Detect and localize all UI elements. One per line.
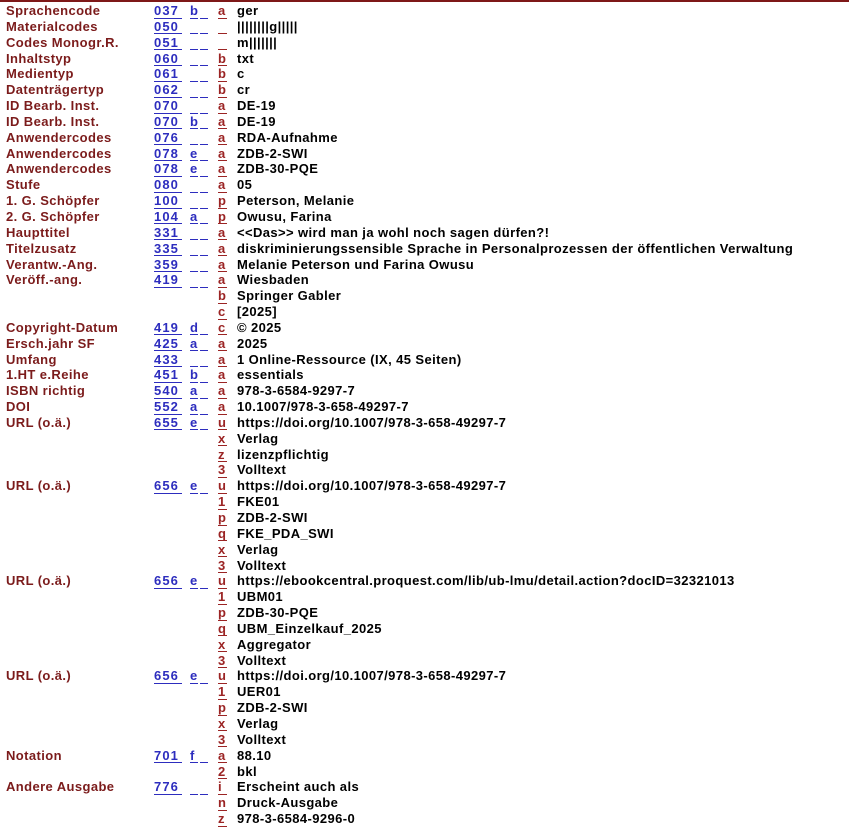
subfield-code-link[interactable]: q xyxy=(218,525,227,541)
field-tag-link[interactable]: 419 xyxy=(154,273,182,288)
record-row xyxy=(0,795,849,811)
subfield-value: https://doi.org/10.1007/978-3-658-49297-7 xyxy=(237,414,507,430)
subfield-code-link[interactable]: b xyxy=(218,50,227,66)
field-label: Anwendercodes xyxy=(6,145,112,161)
subfield-value: FKE01 xyxy=(237,494,280,510)
field-label: Titelzusatz xyxy=(6,240,77,256)
indicator1-link[interactable] xyxy=(190,99,198,114)
subfield-value: Verlag xyxy=(237,430,279,446)
indicator1-link[interactable]: a xyxy=(190,399,198,415)
field-label: Anwendercodes xyxy=(6,129,112,145)
subfield-value: Volltext xyxy=(237,652,287,668)
field-label: Materialcodes xyxy=(6,18,98,34)
subfield-value: 978-3-6584-9296-0 xyxy=(237,811,356,827)
indicator2-link[interactable] xyxy=(200,353,208,368)
subfield-value: 978-3-6584-9297-7 xyxy=(237,383,356,399)
record-row xyxy=(0,542,849,558)
record-row xyxy=(0,367,849,383)
subfield-value: https://doi.org/10.1007/978-3-658-49297-7 xyxy=(237,478,507,494)
field-label: Ersch.jahr SF xyxy=(6,335,96,351)
indicator2-link[interactable] xyxy=(200,416,208,431)
record-row xyxy=(0,510,849,526)
indicator1-link[interactable] xyxy=(190,226,198,241)
subfield-value: https://doi.org/10.1007/978-3-658-49297-7 xyxy=(237,668,507,684)
indicator2-link[interactable] xyxy=(200,749,208,764)
subfield-value: Verlag xyxy=(237,541,279,557)
record-row xyxy=(0,98,849,114)
record-row xyxy=(0,779,849,795)
record-row xyxy=(0,415,849,431)
indicator2-link[interactable] xyxy=(200,210,208,225)
subfield-code-link[interactable]: u xyxy=(218,478,227,494)
record-row xyxy=(0,732,849,748)
field-label: Datenträgertyp xyxy=(6,82,105,98)
field-label: URL (o.ä.) xyxy=(6,478,72,494)
record-row xyxy=(0,51,849,67)
subfield-code-link[interactable]: x xyxy=(218,715,226,731)
subfield-code-link[interactable]: a xyxy=(218,367,226,383)
subfield-value: Owusu, Farina xyxy=(237,208,332,224)
indicator1-link[interactable]: a xyxy=(190,208,198,224)
subfield-value: Volltext xyxy=(237,557,287,573)
subfield-code-link[interactable]: p xyxy=(218,510,227,525)
subfield-value: Volltext xyxy=(237,731,287,747)
field-label: Codes Monogr.R. xyxy=(6,34,119,50)
subfield-value: m||||||| xyxy=(237,34,278,50)
field-label: ID Bearb. Inst. xyxy=(6,98,100,114)
indicator2-link[interactable] xyxy=(200,337,208,352)
record-row xyxy=(0,684,849,700)
indicator2-link[interactable] xyxy=(200,400,208,415)
field-tag-link[interactable]: 656 xyxy=(154,574,182,589)
field-tag-link[interactable]: 701 xyxy=(154,749,182,764)
subfield-value: 05 xyxy=(237,177,253,193)
record-row xyxy=(0,431,849,447)
indicator1-link[interactable]: e xyxy=(190,573,198,589)
subfield-code-link[interactable]: a xyxy=(218,272,226,288)
indicator1-link[interactable] xyxy=(190,194,198,209)
subfield-value: © 2025 xyxy=(237,319,282,335)
record-row xyxy=(0,573,849,589)
field-tag-link[interactable]: 061 xyxy=(154,67,182,82)
field-tag-link[interactable]: 080 xyxy=(154,178,182,193)
indicator2-link[interactable] xyxy=(200,20,208,35)
indicator2-link[interactable] xyxy=(200,131,208,146)
indicator1-link[interactable] xyxy=(190,780,198,795)
record-row xyxy=(0,558,849,574)
subfield-code-link[interactable]: a xyxy=(218,98,226,114)
record-row xyxy=(0,352,849,368)
subfield-code-link[interactable]: a xyxy=(218,224,226,240)
field-label: Medientyp xyxy=(6,66,74,82)
field-tag-link[interactable]: 062 xyxy=(154,83,182,98)
subfield-code-link[interactable]: p xyxy=(218,208,227,224)
subfield-value: Verlag xyxy=(237,715,279,731)
indicator2-link[interactable] xyxy=(200,115,208,130)
field-tag-link[interactable]: 050 xyxy=(154,20,182,35)
subfield-code-link[interactable]: 3 xyxy=(218,557,226,573)
field-label: Copyright-Datum xyxy=(6,319,119,335)
indicator1-link[interactable]: e xyxy=(190,414,198,430)
record-row xyxy=(0,811,849,827)
subfield-value: Wiesbaden xyxy=(237,272,310,288)
subfield-code-link[interactable]: z xyxy=(218,448,227,463)
indicator2-link[interactable] xyxy=(200,178,208,193)
indicator2-link[interactable] xyxy=(200,321,208,336)
subfield-value: Druck-Ausgabe xyxy=(237,795,339,811)
field-tag-link[interactable]: 425 xyxy=(154,337,182,352)
indicator2-link[interactable] xyxy=(200,669,208,684)
subfield-code-link[interactable]: b xyxy=(218,82,227,98)
field-label: ISBN richtig xyxy=(6,383,86,399)
field-tag-link[interactable]: 656 xyxy=(154,669,182,684)
indicator1-link[interactable]: b xyxy=(190,113,199,129)
field-label: Notation xyxy=(6,747,62,763)
record-row xyxy=(0,241,849,257)
subfield-value: DE-19 xyxy=(237,113,276,129)
field-label: Inhaltstyp xyxy=(6,50,72,66)
subfield-code-link[interactable]: a xyxy=(218,747,226,763)
subfield-value: RDA-Aufnahme xyxy=(237,129,338,145)
record-row xyxy=(0,130,849,146)
record-row xyxy=(0,621,849,637)
field-label: Anwendercodes xyxy=(6,161,112,177)
marc-record-table xyxy=(0,3,849,827)
record-row xyxy=(0,462,849,478)
subfield-code-link[interactable]: 1 xyxy=(218,684,226,700)
record-row xyxy=(0,114,849,130)
field-tag-link[interactable]: 433 xyxy=(154,353,182,368)
top-divider xyxy=(0,0,849,2)
subfield-value: cr xyxy=(237,82,251,98)
subfield-value: diskriminierungssensible Sprache in Personalprozessen der öffentlichen Verwaltung xyxy=(237,240,794,256)
record-row xyxy=(0,272,849,288)
record-row xyxy=(0,526,849,542)
subfield-value: 1 Online-Ressource (IX, 45 Seiten) xyxy=(237,351,462,367)
subfield-value: FKE_PDA_SWI xyxy=(237,525,334,541)
field-tag-link[interactable]: 070 xyxy=(154,115,182,130)
indicator2-link[interactable] xyxy=(200,384,208,399)
indicator1-link[interactable] xyxy=(190,83,198,98)
indicator2-link[interactable] xyxy=(200,99,208,114)
subfield-value: <<Das>> wird man ja wohl noch sagen dürfen?! xyxy=(237,224,550,240)
indicator1-link[interactable] xyxy=(190,353,198,368)
indicator1-link[interactable]: e xyxy=(190,145,198,161)
subfield-code-link[interactable]: c xyxy=(218,304,226,320)
subfield-value: UER01 xyxy=(237,684,281,700)
record-row xyxy=(0,764,849,780)
field-label: Veröff.-ang. xyxy=(6,272,83,288)
subfield-value: c xyxy=(237,66,245,82)
subfield-value: ZDB-30-PQE xyxy=(237,605,319,621)
record-row xyxy=(0,748,849,764)
indicator1-link[interactable]: b xyxy=(190,367,199,383)
subfield-code-link[interactable]: q xyxy=(218,620,227,636)
subfield-code-link[interactable]: a xyxy=(218,177,226,193)
subfield-code-link[interactable]: a xyxy=(218,3,226,18)
indicator1-link[interactable] xyxy=(190,36,198,51)
indicator1-link[interactable]: e xyxy=(190,478,198,494)
field-label: URL (o.ä.) xyxy=(6,668,72,684)
subfield-value: ZDB-30-PQE xyxy=(237,161,319,177)
record-row xyxy=(0,336,849,352)
indicator2-link[interactable] xyxy=(200,368,208,383)
indicator1-link[interactable]: d xyxy=(190,319,199,335)
subfield-code-link[interactable]: a xyxy=(218,335,226,351)
field-tag-link[interactable]: 070 xyxy=(154,99,182,114)
subfield-code-link[interactable]: n xyxy=(218,795,227,811)
record-row xyxy=(0,304,849,320)
field-tag-link[interactable]: 104 xyxy=(154,210,182,225)
indicator2-link[interactable] xyxy=(200,479,208,494)
subfield-code-link[interactable]: 3 xyxy=(218,652,226,668)
subfield-code-link[interactable]: a xyxy=(218,161,226,177)
field-label: 1. G. Schöpfer xyxy=(6,193,100,209)
field-label: DOI xyxy=(6,399,31,415)
field-label: Umfang xyxy=(6,351,57,367)
record-row xyxy=(0,225,849,241)
field-tag-link[interactable]: 540 xyxy=(154,384,182,399)
subfield-value: Springer Gabler xyxy=(237,288,342,304)
record-row xyxy=(0,177,849,193)
field-tag-link[interactable]: 451 xyxy=(154,368,182,383)
record-row xyxy=(0,494,849,510)
indicator1-link[interactable]: a xyxy=(190,335,198,351)
subfield-value: UBM_Einzelkauf_2025 xyxy=(237,620,382,636)
record-row xyxy=(0,605,849,621)
subfield-value: Volltext xyxy=(237,462,287,478)
indicator1-link[interactable] xyxy=(190,258,198,273)
subfield-code-link[interactable]: c xyxy=(218,319,226,335)
indicator2-link[interactable] xyxy=(200,273,208,288)
record-row xyxy=(0,447,849,463)
subfield-code-link[interactable]: 3 xyxy=(218,462,226,478)
subfield-value: lizenzpflichtig xyxy=(237,446,329,462)
subfield-code-link[interactable]: u xyxy=(218,573,227,589)
field-tag-link[interactable]: 656 xyxy=(154,479,182,494)
subfield-value: ger xyxy=(237,3,259,18)
subfield-code-link[interactable]: z xyxy=(218,812,227,827)
indicator1-link[interactable]: b xyxy=(190,3,199,18)
indicator1-link[interactable] xyxy=(190,242,198,257)
subfield-code-link[interactable]: a xyxy=(218,240,226,256)
record-row xyxy=(0,478,849,494)
subfield-code-link[interactable]: 3 xyxy=(218,731,226,747)
indicator1-link[interactable]: a xyxy=(190,383,198,399)
record-row xyxy=(0,668,849,684)
subfield-value: ZDB-2-SWI xyxy=(237,145,308,161)
subfield-value: DE-19 xyxy=(237,98,276,114)
indicator2-link[interactable] xyxy=(200,36,208,51)
indicator2-link[interactable] xyxy=(200,194,208,209)
record-row xyxy=(0,288,849,304)
record-row xyxy=(0,700,849,716)
field-tag-link[interactable]: 655 xyxy=(154,416,182,431)
field-tag-link[interactable]: 060 xyxy=(154,52,182,67)
field-label: Sprachencode xyxy=(6,3,101,18)
subfield-value: Aggregator xyxy=(237,636,312,652)
field-label: 1.HT e.Reihe xyxy=(6,367,89,383)
record-row xyxy=(0,35,849,51)
field-label: Andere Ausgabe xyxy=(6,779,115,795)
record-row xyxy=(0,716,849,732)
record-row xyxy=(0,209,849,225)
indicator2-link[interactable] xyxy=(200,226,208,241)
field-tag-link[interactable]: 331 xyxy=(154,226,182,241)
subfield-code-link[interactable]: x xyxy=(218,636,226,652)
record-row xyxy=(0,320,849,336)
subfield-value: ||||||||g||||| xyxy=(237,18,298,34)
field-tag-link[interactable]: 078 xyxy=(154,162,182,177)
subfield-code-link[interactable]: 2 xyxy=(218,763,226,779)
field-tag-link[interactable]: 100 xyxy=(154,194,182,209)
indicator1-link[interactable] xyxy=(190,178,198,193)
record-row xyxy=(0,383,849,399)
subfield-value: 2025 xyxy=(237,335,268,351)
subfield-code-link[interactable]: 1 xyxy=(218,589,226,605)
indicator2-link[interactable] xyxy=(200,4,208,19)
field-tag-link[interactable]: 552 xyxy=(154,400,182,415)
subfield-value: ZDB-2-SWI xyxy=(237,510,308,525)
subfield-value: essentials xyxy=(237,367,304,383)
record-row xyxy=(0,146,849,162)
subfield-value: 88.10 xyxy=(237,747,272,763)
record-row xyxy=(0,193,849,209)
subfield-code-link[interactable]: b xyxy=(218,288,227,304)
record-row xyxy=(0,653,849,669)
indicator1-link[interactable] xyxy=(190,20,198,35)
subfield-code-link[interactable]: x xyxy=(218,430,226,446)
indicator1-link[interactable] xyxy=(190,52,198,67)
indicator1-link[interactable]: e xyxy=(190,668,198,684)
subfield-code-link[interactable]: u xyxy=(218,668,227,684)
subfield-code-link[interactable]: a xyxy=(218,113,226,129)
subfield-value: ZDB-2-SWI xyxy=(237,700,308,716)
subfield-code-link[interactable] xyxy=(218,20,227,35)
subfield-value: https://ebookcentral.proquest.com/lib/ub-lmu/detail.action?docID=32321013 xyxy=(237,573,735,589)
subfield-code-link[interactable]: i xyxy=(218,780,227,795)
record-row xyxy=(0,66,849,82)
indicator2-link[interactable] xyxy=(200,574,208,589)
record-row xyxy=(0,589,849,605)
subfield-value: Erscheint auch als xyxy=(237,779,360,795)
indicator2-link[interactable] xyxy=(200,162,208,177)
record-row xyxy=(0,637,849,653)
field-label: Stufe xyxy=(6,177,41,193)
subfield-code-link[interactable]: p xyxy=(218,700,227,716)
indicator1-link[interactable] xyxy=(190,131,198,146)
indicator2-link[interactable] xyxy=(200,83,208,98)
subfield-code-link[interactable] xyxy=(218,36,227,51)
subfield-code-link[interactable]: a xyxy=(218,351,226,367)
indicator1-link[interactable] xyxy=(190,67,198,82)
field-label: URL (o.ä.) xyxy=(6,414,72,430)
record-row xyxy=(0,82,849,98)
field-tag-link[interactable]: 776 xyxy=(154,780,182,795)
subfield-value: 10.1007/978-3-658-49297-7 xyxy=(237,399,409,415)
field-tag-link[interactable]: 078 xyxy=(154,147,182,162)
field-label: URL (o.ä.) xyxy=(6,573,72,589)
indicator1-link[interactable]: f xyxy=(190,749,198,764)
field-tag-link[interactable]: 359 xyxy=(154,258,182,273)
subfield-value: UBM01 xyxy=(237,589,284,605)
subfield-code-link[interactable]: a xyxy=(218,129,226,145)
indicator1-link[interactable] xyxy=(190,273,198,288)
indicator2-link[interactable] xyxy=(200,242,208,257)
subfield-code-link[interactable]: 1 xyxy=(218,494,226,510)
indicator2-link[interactable] xyxy=(200,67,208,82)
subfield-code-link[interactable]: x xyxy=(218,541,226,557)
record-row xyxy=(0,257,849,273)
subfield-code-link[interactable]: u xyxy=(218,414,227,430)
subfield-value: bkl xyxy=(237,763,257,779)
subfield-code-link[interactable]: a xyxy=(218,383,226,399)
field-tag-link[interactable]: 419 xyxy=(154,321,182,336)
indicator1-link[interactable]: e xyxy=(190,161,198,177)
field-label: ID Bearb. Inst. xyxy=(6,113,100,129)
field-label: Verantw.-Ang. xyxy=(6,256,98,272)
field-tag-link[interactable]: 076 xyxy=(154,131,182,146)
subfield-code-link[interactable]: a xyxy=(218,145,226,161)
indicator2-link[interactable] xyxy=(200,147,208,162)
subfield-value: txt xyxy=(237,50,255,66)
field-tag-link[interactable]: 037 xyxy=(154,4,182,19)
field-label: 2. G. Schöpfer xyxy=(6,208,100,224)
record-row xyxy=(0,161,849,177)
indicator2-link[interactable] xyxy=(200,258,208,273)
subfield-value: Peterson, Melanie xyxy=(237,193,355,209)
field-label: Haupttitel xyxy=(6,224,70,240)
subfield-code-link[interactable]: b xyxy=(218,66,227,82)
subfield-code-link[interactable]: p xyxy=(218,605,227,621)
record-row xyxy=(0,3,849,19)
subfield-code-link[interactable]: p xyxy=(218,193,227,209)
record-row xyxy=(0,399,849,415)
subfield-value: Melanie Peterson und Farina Owusu xyxy=(237,256,475,272)
field-tag-link[interactable]: 335 xyxy=(154,242,182,257)
subfield-code-link[interactable]: a xyxy=(218,256,226,272)
field-tag-link[interactable]: 051 xyxy=(154,36,182,51)
subfield-value: [2025] xyxy=(237,304,277,320)
indicator2-link[interactable] xyxy=(200,52,208,67)
indicator2-link[interactable] xyxy=(200,780,208,795)
subfield-code-link[interactable]: a xyxy=(218,399,226,415)
record-row xyxy=(0,19,849,35)
